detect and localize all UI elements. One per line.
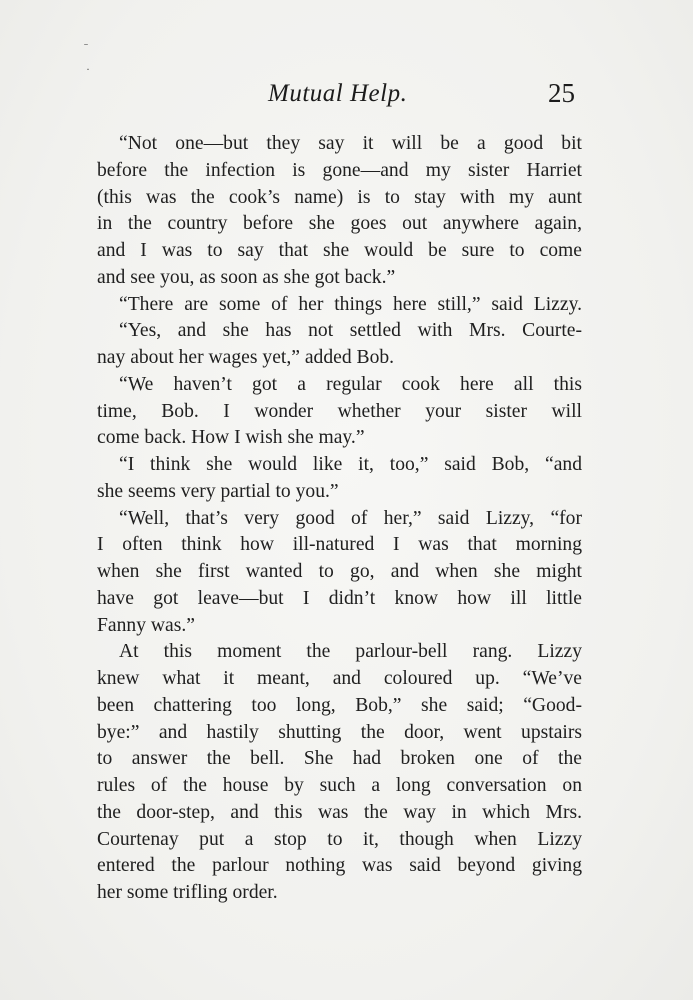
body-text	[97, 131, 582, 907]
text-line: I often think how ill-natured I was that morning	[97, 534, 582, 556]
running-title: Mutual Help.	[268, 80, 408, 107]
page-number: 25	[548, 78, 575, 108]
text-line: “There are some of her things here still,” said Lizzy.	[119, 293, 582, 315]
text-line: her some trifling order.	[97, 882, 278, 903]
text-line: to answer the bell. She had broken one of the	[97, 748, 582, 770]
text-line: knew what it meant, and coloured up. “We’ve	[97, 668, 582, 689]
page-speck-top: ˉ	[84, 40, 88, 54]
text-line: have got leave—but I didn’t know how ill little	[97, 587, 582, 609]
text-line: rules of the house by such a long conversation on	[97, 775, 582, 796]
page-speck-margin: ·	[86, 62, 90, 76]
text-line: Fanny was.”	[97, 614, 195, 636]
text-line: nay about her wages yet,” added Bob.	[97, 347, 395, 368]
text-line: been chattering too long, Bob,” she said; “Good-	[97, 694, 582, 716]
text-line: “I think she would like it, too,” said Bob, “and	[119, 454, 582, 475]
text-line: the door-step, and this was the way in which Mrs.	[97, 801, 582, 823]
text-line: when she first wanted to go, and when she might	[97, 561, 582, 582]
text-line: (this was the cook’s name) is to stay with my aunt	[97, 186, 582, 208]
text-line: Courtenay put a stop to it, though when Lizzy	[97, 828, 582, 850]
text-line: “Yes, and she has not settled with Mrs. Courte-	[119, 320, 582, 342]
text-line: “We haven’t got a regular cook here all this	[119, 373, 582, 395]
text-line: bye:” and hastily shutting the door, went upstairs	[97, 721, 582, 743]
text-line: time, Bob. I wonder whether your sister will	[97, 400, 582, 422]
text-line: come back. How I wish she may.”	[97, 427, 365, 449]
text-line: At this moment the parlour-bell rang. Lizzy	[119, 641, 582, 663]
text-line: she seems very partial to you.”	[97, 480, 339, 502]
running-head	[0, 78, 693, 118]
text-line: in the country before she goes out anywhere again,	[97, 213, 582, 235]
text-line: entered the parlour nothing was said beyond giving	[97, 855, 582, 877]
text-line: “Not one—but they say it will be a good bit	[119, 133, 582, 154]
text-line: before the infection is gone—and my sister Harriet	[97, 159, 582, 181]
text-line: and I was to say that she would be sure to come	[97, 240, 582, 261]
text-line: and see you, as soon as she got back.”	[97, 266, 396, 288]
text-line: “Well, that’s very good of her,” said Lizzy, “for	[119, 507, 582, 529]
